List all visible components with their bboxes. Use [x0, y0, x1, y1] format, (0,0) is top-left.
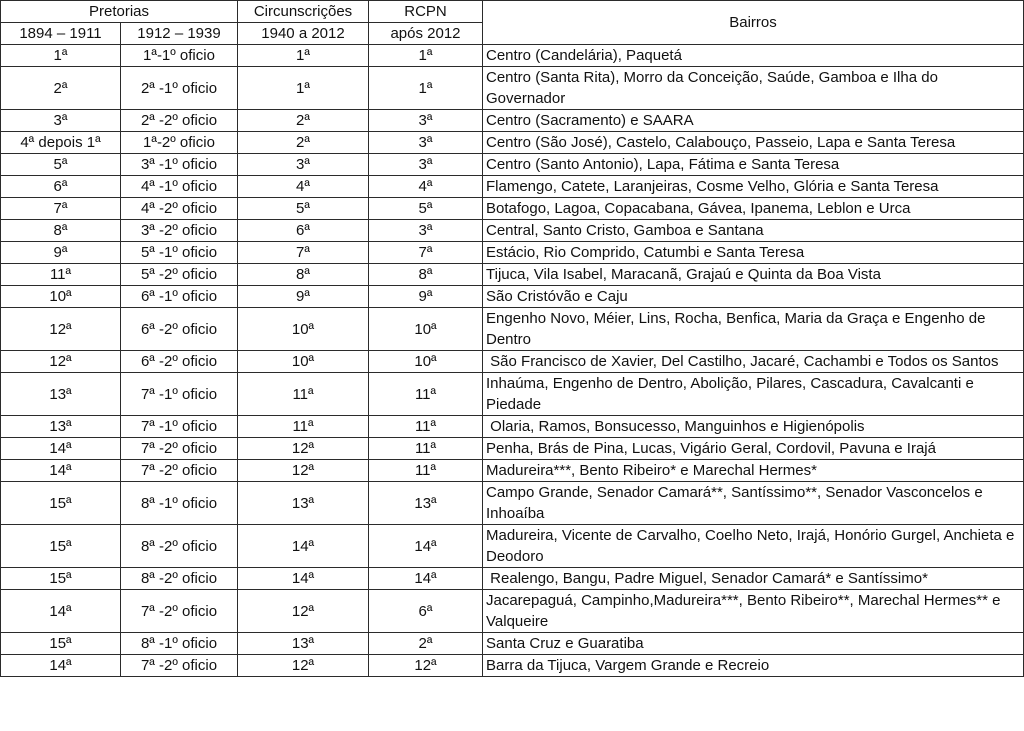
- circunscricao-cell: 14ª: [238, 525, 369, 568]
- bairros-cell: Campo Grande, Senador Camará**, Santíssimo**, Senador Vasconcelos e Inhoaíba: [483, 482, 1024, 525]
- header-circunscricoes: Circunscrições: [238, 1, 369, 23]
- circunscricao-cell: 11ª: [238, 373, 369, 416]
- rcpn-cell: 4ª: [369, 176, 483, 198]
- table-row: [1, 525, 1024, 568]
- table-row: [1, 438, 1024, 460]
- pretoria-1894-1911-cell: 3ª: [1, 110, 121, 132]
- circunscricao-cell: 1ª: [238, 67, 369, 110]
- bairros-cell: Centro (Sacramento) e SAARA: [483, 110, 1024, 132]
- rcpn-cell: 3ª: [369, 110, 483, 132]
- table-row: [1, 242, 1024, 264]
- table-body: [1, 45, 1024, 677]
- table-row: [1, 198, 1024, 220]
- circunscricao-cell: 12ª: [238, 438, 369, 460]
- pretoria-1894-1911-cell: 14ª: [1, 460, 121, 482]
- bairros-cell: Engenho Novo, Méier, Lins, Rocha, Benfica, Maria da Graça e Engenho de Dentro: [483, 308, 1024, 351]
- pretoria-1912-1939-cell: 8ª -2º oficio: [121, 525, 238, 568]
- table-row: [1, 655, 1024, 677]
- pretoria-1912-1939-cell: 5ª -2º oficio: [121, 264, 238, 286]
- circunscricao-cell: 4ª: [238, 176, 369, 198]
- pretoria-1912-1939-cell: 8ª -1º oficio: [121, 482, 238, 525]
- pretoria-1894-1911-cell: 9ª: [1, 242, 121, 264]
- pretoria-1894-1911-cell: 8ª: [1, 220, 121, 242]
- header-pretorias: Pretorias: [1, 1, 238, 23]
- pretoria-1894-1911-cell: 1ª: [1, 45, 121, 67]
- table-row: [1, 110, 1024, 132]
- bairros-cell: Barra da Tijuca, Vargem Grande e Recreio: [483, 655, 1024, 677]
- table-row: [1, 220, 1024, 242]
- pretoria-1912-1939-cell: 8ª -1º oficio: [121, 633, 238, 655]
- pretoria-1894-1911-cell: 12ª: [1, 351, 121, 373]
- pretoria-1912-1939-cell: 7ª -1º oficio: [121, 373, 238, 416]
- pretoria-1894-1911-cell: 15ª: [1, 568, 121, 590]
- circunscricao-cell: 12ª: [238, 460, 369, 482]
- circunscricao-cell: 3ª: [238, 154, 369, 176]
- rcpn-cell: 14ª: [369, 568, 483, 590]
- rcpn-cell: 11ª: [369, 460, 483, 482]
- pretoria-1894-1911-cell: 15ª: [1, 633, 121, 655]
- pretoria-1894-1911-cell: 7ª: [1, 198, 121, 220]
- table-row: [1, 633, 1024, 655]
- pretoria-1912-1939-cell: 7ª -1º oficio: [121, 416, 238, 438]
- table-row: [1, 482, 1024, 525]
- circunscricao-cell: 6ª: [238, 220, 369, 242]
- pretoria-1912-1939-cell: 7ª -2º oficio: [121, 590, 238, 633]
- rcpn-cell: 1ª: [369, 67, 483, 110]
- pretoria-1912-1939-cell: 2ª -2º oficio: [121, 110, 238, 132]
- pretoria-1912-1939-cell: 3ª -1º oficio: [121, 154, 238, 176]
- bairros-cell: Centro (São José), Castelo, Calabouço, Passeio, Lapa e Santa Teresa: [483, 132, 1024, 154]
- pretoria-1894-1911-cell: 6ª: [1, 176, 121, 198]
- pretoria-1894-1911-cell: 14ª: [1, 438, 121, 460]
- circunscricao-cell: 12ª: [238, 655, 369, 677]
- header-rcpn: RCPN: [369, 1, 483, 23]
- circunscricao-cell: 13ª: [238, 482, 369, 525]
- bairros-cell: Estácio, Rio Comprido, Catumbi e Santa Teresa: [483, 242, 1024, 264]
- header-bairros: Bairros: [483, 1, 1024, 45]
- rcpn-cell: 5ª: [369, 198, 483, 220]
- rcpn-cell: 1ª: [369, 45, 483, 67]
- pretoria-1912-1939-cell: 3ª -2º oficio: [121, 220, 238, 242]
- table-row: [1, 286, 1024, 308]
- circunscricao-cell: 9ª: [238, 286, 369, 308]
- pretoria-1912-1939-cell: 5ª -1º oficio: [121, 242, 238, 264]
- pretoria-1894-1911-cell: 2ª: [1, 67, 121, 110]
- pretoria-1894-1911-cell: 15ª: [1, 482, 121, 525]
- rcpn-cell: 11ª: [369, 373, 483, 416]
- bairros-cell: Inhaúma, Engenho de Dentro, Abolição, Pilares, Cascadura, Cavalcanti e Piedade: [483, 373, 1024, 416]
- table-row: [1, 373, 1024, 416]
- bairros-cell: Jacarepaguá, Campinho,Madureira***, Bento Ribeiro**, Marechal Hermes** e Valqueire: [483, 590, 1024, 633]
- pretoria-1894-1911-cell: 13ª: [1, 373, 121, 416]
- table-header: [1, 1, 1024, 45]
- bairros-cell: Madureira***, Bento Ribeiro* e Marechal Hermes*: [483, 460, 1024, 482]
- header-period-1940-2012: 1940 a 2012: [238, 23, 369, 45]
- pretoria-1912-1939-cell: 2ª -1º oficio: [121, 67, 238, 110]
- rcpn-cell: 6ª: [369, 590, 483, 633]
- pretoria-1912-1939-cell: 6ª -1º oficio: [121, 286, 238, 308]
- rcpn-cell: 3ª: [369, 220, 483, 242]
- pretoria-1912-1939-cell: 8ª -2º oficio: [121, 568, 238, 590]
- pretoria-1912-1939-cell: 4ª -1º oficio: [121, 176, 238, 198]
- pretoria-1894-1911-cell: 13ª: [1, 416, 121, 438]
- rcpn-cell: 3ª: [369, 132, 483, 154]
- table-row: [1, 351, 1024, 373]
- rcpn-cell: 10ª: [369, 351, 483, 373]
- pretoria-1912-1939-cell: 7ª -2º oficio: [121, 438, 238, 460]
- pretoria-1912-1939-cell: 6ª -2º oficio: [121, 351, 238, 373]
- pretoria-1912-1939-cell: 7ª -2º oficio: [121, 460, 238, 482]
- circunscricao-cell: 10ª: [238, 308, 369, 351]
- bairros-cell: Centro (Santo Antonio), Lapa, Fátima e Santa Teresa: [483, 154, 1024, 176]
- bairros-cell: São Cristóvão e Caju: [483, 286, 1024, 308]
- circunscricao-cell: 7ª: [238, 242, 369, 264]
- table-row: [1, 154, 1024, 176]
- table-row: [1, 45, 1024, 67]
- rcpn-cell: 3ª: [369, 154, 483, 176]
- bairros-cell: Penha, Brás de Pina, Lucas, Vigário Geral, Cordovil, Pavuna e Irajá: [483, 438, 1024, 460]
- circunscricao-cell: 14ª: [238, 568, 369, 590]
- header-period-1894-1911: 1894 – 1911: [1, 23, 121, 45]
- pretoria-1894-1911-cell: 4ª depois 1ª: [1, 132, 121, 154]
- table-row: [1, 67, 1024, 110]
- rcpn-cell: 2ª: [369, 633, 483, 655]
- rcpn-cell: 8ª: [369, 264, 483, 286]
- pretoria-1894-1911-cell: 15ª: [1, 525, 121, 568]
- bairros-cell: Tijuca, Vila Isabel, Maracanã, Grajaú e Quinta da Boa Vista: [483, 264, 1024, 286]
- circunscricao-cell: 11ª: [238, 416, 369, 438]
- rcpn-cell: 9ª: [369, 286, 483, 308]
- pretoria-1912-1939-cell: 7ª -2º oficio: [121, 655, 238, 677]
- rcpn-cell: 12ª: [369, 655, 483, 677]
- circunscricao-cell: 10ª: [238, 351, 369, 373]
- pretoria-1912-1939-cell: 4ª -2º oficio: [121, 198, 238, 220]
- bairros-cell: Flamengo, Catete, Laranjeiras, Cosme Velho, Glória e Santa Teresa: [483, 176, 1024, 198]
- bairros-cell: Central, Santo Cristo, Gamboa e Santana: [483, 220, 1024, 242]
- rcpn-cell: 7ª: [369, 242, 483, 264]
- circunscricao-cell: 1ª: [238, 45, 369, 67]
- bairros-cell: Centro (Candelária), Paquetá: [483, 45, 1024, 67]
- circunscricao-cell: 2ª: [238, 132, 369, 154]
- table-row: [1, 132, 1024, 154]
- bairros-cell: São Francisco de Xavier, Del Castilho, Jacaré, Cachambi e Todos os Santos: [483, 351, 1024, 373]
- header-row-1: [1, 1, 1024, 23]
- header-period-1912-1939: 1912 – 1939: [121, 23, 238, 45]
- circunscricao-cell: 12ª: [238, 590, 369, 633]
- table-row: [1, 308, 1024, 351]
- pretoria-1894-1911-cell: 11ª: [1, 264, 121, 286]
- bairros-cell: Madureira, Vicente de Carvalho, Coelho Neto, Irajá, Honório Gurgel, Anchieta e Deodoro: [483, 525, 1024, 568]
- rcpn-cell: 13ª: [369, 482, 483, 525]
- circunscricao-cell: 13ª: [238, 633, 369, 655]
- bairros-cell: Realengo, Bangu, Padre Miguel, Senador Camará* e Santíssimo*: [483, 568, 1024, 590]
- pretoria-1894-1911-cell: 12ª: [1, 308, 121, 351]
- rcpn-cell: 11ª: [369, 416, 483, 438]
- bairros-cell: Santa Cruz e Guaratiba: [483, 633, 1024, 655]
- circunscricao-cell: 2ª: [238, 110, 369, 132]
- bairros-cell: Centro (Santa Rita), Morro da Conceição, Saúde, Gamboa e Ilha do Governador: [483, 67, 1024, 110]
- rcpn-cell: 14ª: [369, 525, 483, 568]
- circunscricao-cell: 5ª: [238, 198, 369, 220]
- pretoria-1894-1911-cell: 5ª: [1, 154, 121, 176]
- table-row: [1, 460, 1024, 482]
- table-row: [1, 176, 1024, 198]
- rcpn-cell: 10ª: [369, 308, 483, 351]
- pretoria-1912-1939-cell: 1ª-1º oficio: [121, 45, 238, 67]
- rcpn-cell: 11ª: [369, 438, 483, 460]
- circunscricao-cell: 8ª: [238, 264, 369, 286]
- pretoria-1894-1911-cell: 14ª: [1, 590, 121, 633]
- pretoria-1894-1911-cell: 14ª: [1, 655, 121, 677]
- pretoria-1894-1911-cell: 10ª: [1, 286, 121, 308]
- bairros-cell: Olaria, Ramos, Bonsucesso, Manguinhos e Higienópolis: [483, 416, 1024, 438]
- pretoria-1912-1939-cell: 1ª-2º oficio: [121, 132, 238, 154]
- bairros-cell: Botafogo, Lagoa, Copacabana, Gávea, Ipanema, Leblon e Urca: [483, 198, 1024, 220]
- pretoria-1912-1939-cell: 6ª -2º oficio: [121, 308, 238, 351]
- table-row: [1, 568, 1024, 590]
- header-period-apos-2012: após 2012: [369, 23, 483, 45]
- table-row: [1, 590, 1024, 633]
- table-row: [1, 416, 1024, 438]
- table-row: [1, 264, 1024, 286]
